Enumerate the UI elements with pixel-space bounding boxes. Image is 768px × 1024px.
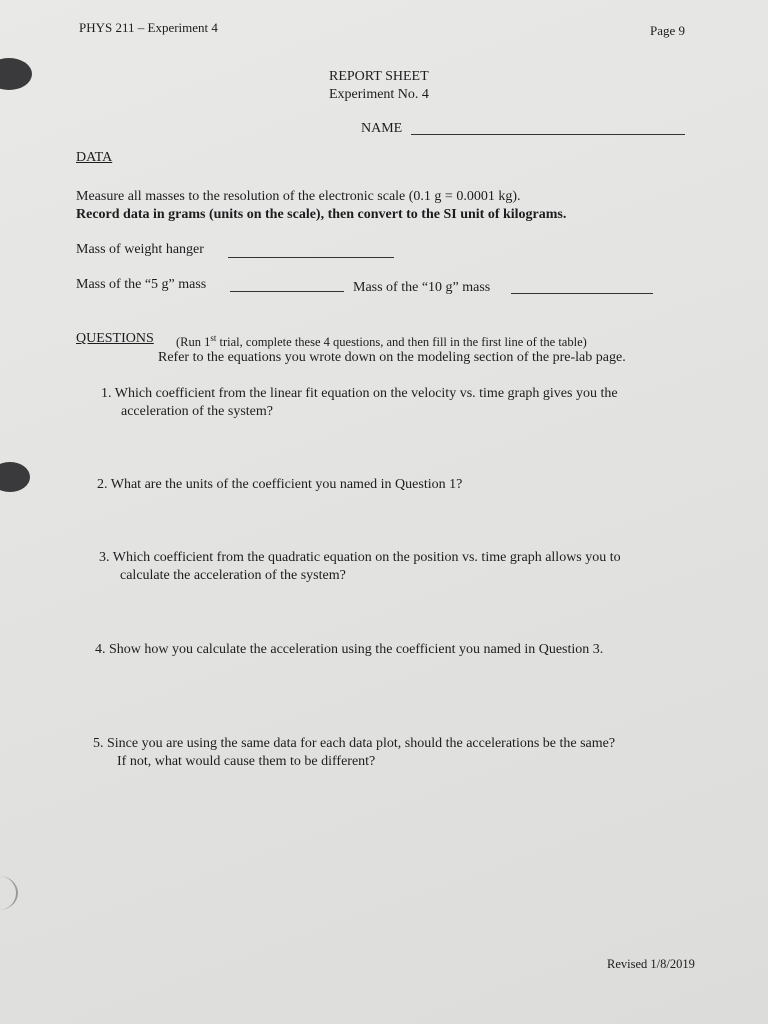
- question-4: 4. Show how you calculate the acceleration using the coefficient you named in Question 3.: [95, 642, 604, 657]
- hanger-mass-field[interactable]: [228, 257, 394, 258]
- name-label: NAME: [361, 121, 403, 136]
- question-1-line2: acceleration of the system?: [121, 404, 273, 419]
- data-heading: DATA: [76, 150, 113, 165]
- name-field[interactable]: [411, 134, 685, 135]
- question-5-line2: If not, what would cause them to be different?: [117, 754, 376, 769]
- question-3-line2: calculate the acceleration of the system?: [120, 568, 346, 583]
- page-number: Page 9: [650, 23, 686, 38]
- mass-10g-label: Mass of the “10 g” mass: [353, 280, 491, 295]
- question-2: 2. What are the units of the coefficient you named in Question 1?: [97, 477, 463, 492]
- question-1-line1: 1. Which coefficient from the linear fit equation on the velocity vs. time graph gives you the: [101, 386, 618, 401]
- questions-note-post: trial, complete these 4 questions, and then fill in the first line of the table): [216, 335, 587, 349]
- questions-heading: QUESTIONS: [76, 331, 154, 346]
- experiment-number: Experiment No. 4: [329, 87, 429, 102]
- question-3-line1: 3. Which coefficient from the quadratic equation on the position vs. time graph allows you to: [99, 550, 621, 565]
- revised-date: Revised 1/8/2019: [607, 957, 695, 971]
- binder-hole-middle: [0, 462, 30, 492]
- course-header: PHYS 211 – Experiment 4: [79, 20, 218, 35]
- mass-5g-field[interactable]: [230, 291, 344, 292]
- mass-10g-field[interactable]: [511, 293, 653, 294]
- question-5-line1: 5. Since you are using the same data for each data plot, should the accelerations be the same?: [93, 736, 616, 751]
- questions-note: [176, 334, 587, 349]
- hanger-mass-label: Mass of weight hanger: [76, 242, 204, 257]
- mass-5g-label: Mass of the “5 g” mass: [76, 277, 207, 292]
- questions-note-pre: (Run 1: [176, 335, 211, 349]
- binder-hole-bottom: [0, 876, 18, 910]
- record-instruction: Record data in grams (units on the scale), then convert to the SI unit of kilograms.: [76, 207, 567, 222]
- report-title: REPORT SHEET: [329, 69, 429, 84]
- questions-note-line2: Refer to the equations you wrote down on the modeling section of the pre-lab page.: [158, 350, 626, 365]
- questions-note-sup: st: [210, 333, 217, 343]
- binder-hole-top: [0, 58, 32, 90]
- measure-instruction: Measure all masses to the resolution of the electronic scale (0.1 g = 0.0001 kg).: [76, 189, 521, 204]
